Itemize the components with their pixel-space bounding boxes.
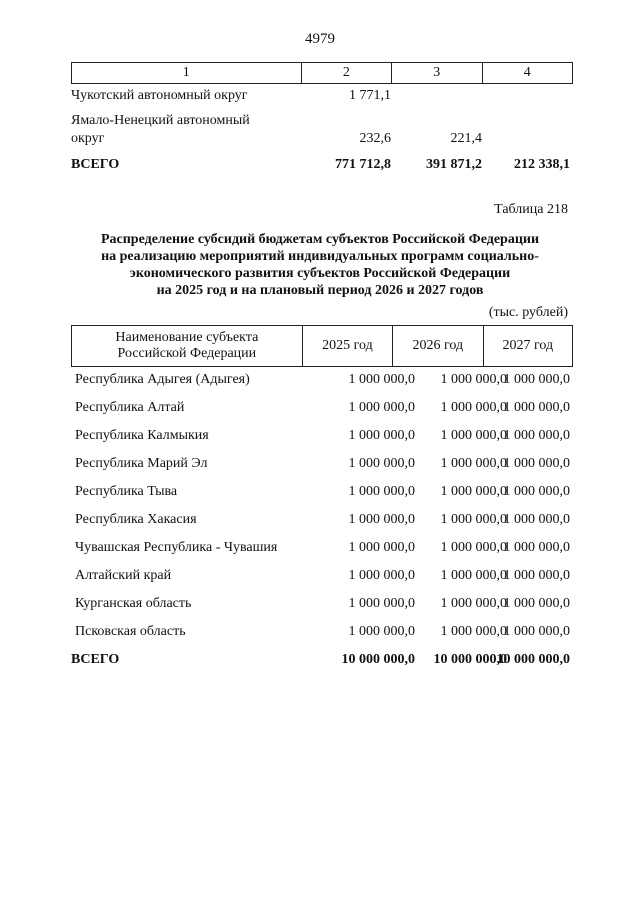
table1-col-4: 4 [482,63,572,84]
table-row [71,400,573,418]
value-2026: 1 000 000,0 [440,484,507,499]
total-col-2: 771 712,8 [335,157,391,172]
total-2027: 10 000 000,0 [496,652,570,667]
value-2025: 1 000 000,0 [348,540,415,555]
total-label: ВСЕГО [71,157,120,172]
title-line: на 2025 год и на плановый период 2026 и 2027 годов [156,283,484,298]
table-row [71,428,573,446]
value-2025: 1 000 000,0 [348,568,415,583]
value-2026: 1 000 000,0 [440,540,507,555]
region-name: Республика Хакасия [75,512,197,527]
region-name: Республика Тыва [75,484,178,499]
table-row [71,456,573,474]
table-number: Таблица 218 [494,202,568,217]
title-line: Распределение субсидий бюджетам субъектов Российской Федерации [100,232,540,247]
table-row [71,568,573,586]
region-name: Псковская область [75,624,186,639]
units-label: (тыс. рублей) [488,305,568,320]
table1-col-2: 2 [301,63,391,84]
header-name-line1: Наименование субъекта [115,330,259,345]
value-2025: 1 000 000,0 [348,596,415,611]
value-2026: 1 000 000,0 [440,456,507,471]
table1-col-1: 1 [72,63,302,84]
value-2027: 1 000 000,0 [503,540,570,555]
value-col-3: 221,4 [450,131,482,146]
table-row [71,372,573,390]
table-row [71,540,573,558]
region-name: Чувашская Республика - Чувашия [75,540,278,555]
region-name: Республика Алтай [75,400,185,415]
value-2026: 1 000 000,0 [440,568,507,583]
value-2027: 1 000 000,0 [503,624,570,639]
header-name-cell [72,326,303,367]
value-2027: 1 000 000,0 [503,400,570,415]
region-name: Курганская область [75,596,192,611]
header-year-2025: 2025 год [302,326,392,367]
region-name: Республика Калмыкия [75,428,209,443]
value-2025: 1 000 000,0 [348,512,415,527]
region-name: Республика Марий Эл [75,456,208,471]
table1-header [71,62,573,84]
region-name: Чукотский автономный округ [71,88,248,103]
value-2026: 1 000 000,0 [440,428,507,443]
table-row [71,624,573,642]
value-2025: 1 000 000,0 [348,372,415,387]
total-col-3: 391 871,2 [426,157,482,172]
total-col-4: 212 338,1 [514,157,570,172]
value-2027: 1 000 000,0 [503,512,570,527]
value-2026: 1 000 000,0 [440,400,507,415]
value-2027: 1 000 000,0 [503,456,570,471]
region-name-line2: округ [71,131,105,146]
total-label: ВСЕГО [71,652,120,667]
value-col-2: 1 771,1 [349,88,391,103]
value-2025: 1 000 000,0 [348,624,415,639]
value-2025: 1 000 000,0 [348,400,415,415]
value-2026: 1 000 000,0 [440,372,507,387]
table-title [60,231,580,299]
value-2027: 1 000 000,0 [503,484,570,499]
header-name-line2: Российской Федерации [117,346,257,361]
page-number: 4979 [305,31,335,47]
title-line: на реализацию мероприятий индивидуальных программ социально- [101,249,539,264]
region-name: Республика Адыгея (Адыгея) [75,372,250,387]
total-2025: 10 000 000,0 [341,652,415,667]
region-name-line1: Ямало-Ненецкий автономный [71,113,250,128]
value-2025: 1 000 000,0 [348,428,415,443]
value-2026: 1 000 000,0 [440,596,507,611]
table1-col-3: 3 [392,63,482,84]
value-2026: 1 000 000,0 [440,624,507,639]
value-col-2: 232,6 [359,131,391,146]
title-line: экономического развития субъектов Российской Федерации [129,266,511,281]
table218-header [71,325,573,367]
value-2025: 1 000 000,0 [348,484,415,499]
value-2027: 1 000 000,0 [503,372,570,387]
region-name: Алтайский край [75,568,172,583]
table-total-row [71,652,573,670]
header-year-2026: 2026 год [393,326,483,367]
value-2026: 1 000 000,0 [440,512,507,527]
table-row [71,596,573,614]
value-2027: 1 000 000,0 [503,596,570,611]
header-year-2027: 2027 год [483,326,572,367]
value-2027: 1 000 000,0 [503,568,570,583]
table-row [71,512,573,530]
value-2025: 1 000 000,0 [348,456,415,471]
value-2027: 1 000 000,0 [503,428,570,443]
table-row [71,484,573,502]
total-2026: 10 000 000,0 [433,652,507,667]
